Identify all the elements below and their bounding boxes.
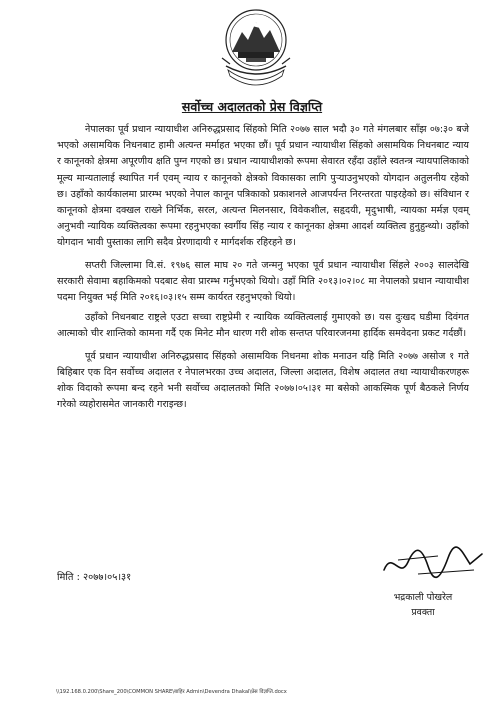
press-release-body (57, 122, 469, 419)
paragraph-3: उहाँको निधनबाट राष्ट्रले एउटा सच्चा राष्ट्रप्रेमी र न्यायिक व्यक्तित्वलाई गुमाएको छ। यस दुःखद घडीमा दिवंगत आत्माको चीर शान्तिको कामना गर्दै एक मिनेट मौन धारण गरी शोक सन्तप्त परिवारजनमा हार्दिक समवेदना प्रकट गर्दछौं। (57, 312, 469, 340)
signatory-block (368, 590, 478, 620)
signature-graphic (378, 540, 488, 590)
date-line: मिति : २०७७।०५।३१ (57, 572, 132, 583)
signatory-role: प्रवक्ता (411, 607, 435, 618)
paragraph-2: सप्तरी जिल्लामा वि.सं. १९७६ साल माघ २० गते जन्मनु भएका पूर्व प्रधान न्यायाधीश सिंहले २००३ सालदेखि सरकारी सेवामा बहाकिमको पदबाट सेवा प्रारम्भ गर्नुभएको थियो। उहाँ मिति २०१३।०२।०८ मा नेपालको प्रधान न्यायाधीश पदमा नियुक्त भई मिति २०१६।०३।१५ सम्म कार्यरत रहनुभएको थियो। (57, 259, 469, 304)
signatory-name: भद्रकाली पोखरेल (393, 592, 453, 603)
page-title: सर्वोच्च अदालतको प्रेस विज्ञप्ति (181, 99, 323, 114)
court-emblem-logo (208, 6, 304, 98)
handwritten-signature (378, 540, 488, 590)
paragraph-1: नेपालका पूर्व प्रधान न्यायाधीश अनिरुद्धप्रसाद सिंहको मिति २०७७ साल भदौ ३० गते मंगलबार साँझ ०७:३० बजे भएको असामयिक निधनबाट हामी अत्यन्त मर्माहत भएका छौं। पूर्व प्रधान न्यायाधीश सिंहको असामयिक निधनबाट न्याय र कानूनको क्षेत्रमा अपूरणीय क्षति पुग्न गएको छ। प्रधान न्यायाधीशको रूपमा सेवारत रहँदा उहाँले स्वतन्त्र न्यायपालिकाको मूल्य मान्यतालाई स्थापित गर्न एवम् न्याय र कानूनको क्षेत्रको विकासका लागि पुऱ्याउनुभएको योगदान अतुलनीय रहेको छ। उहाँको कार्यकालमा प्रारम्भ भएको नेपाल कानून पत्रिकाको प्रकाशनले आजपर्यन्त निरन्तरता पाइरहेको छ। संविधान र कानूनको क्षेत्रमा दक्खल राख्ने निर्भिक, सरल, अत्यन्त मिलनसार, विवेकशील, सहृदयी, मृदुभाषी, न्यायका मर्मज्ञ एवम् अनुभवी न्यायिक व्यक्तित्वका रूपमा रहनुभएका स्वर्गीय सिंह न्याय र कानूनका क्षेत्रमा आदर्श व्यक्तित्व हुनुहुन्थ्यो। उहाँको योगदान भावी पुस्ताका लागि सदैव प्रेरणादायी र मार्गदर्शक रहिरहने छ। (57, 124, 469, 249)
emblem-graphic (208, 6, 304, 98)
paragraph-4: पूर्व प्रधान न्यायाधीश अनिरुद्धप्रसाद सिंहको असामयिक निधनमा शोक मनाउन यहि मिति २०७७ असोज १ गते बिहिबार एक दिन सर्वोच्च अदालत र नेपालभरका उच्च अदालत, जिल्ला अदालत, विशेष अदालत तथा न्यायाधीकरणहरू शोक विदाको रूपमा बन्द रहने भनी सर्वोच्च अदालतको मिति २०७७।०५।३१ मा बसेको आकस्मिक पूर्ण बैठकले निर्णय गरेको व्यहोरासमेत जानकारी गराइन्छ। (57, 350, 469, 411)
file-path-footer: \\192.168.0.200\Share_200\COMMON SHARE\बाहिर Admin\Devendra Dhakal\प्रेस विज्ञप्ति.docx (56, 689, 287, 695)
